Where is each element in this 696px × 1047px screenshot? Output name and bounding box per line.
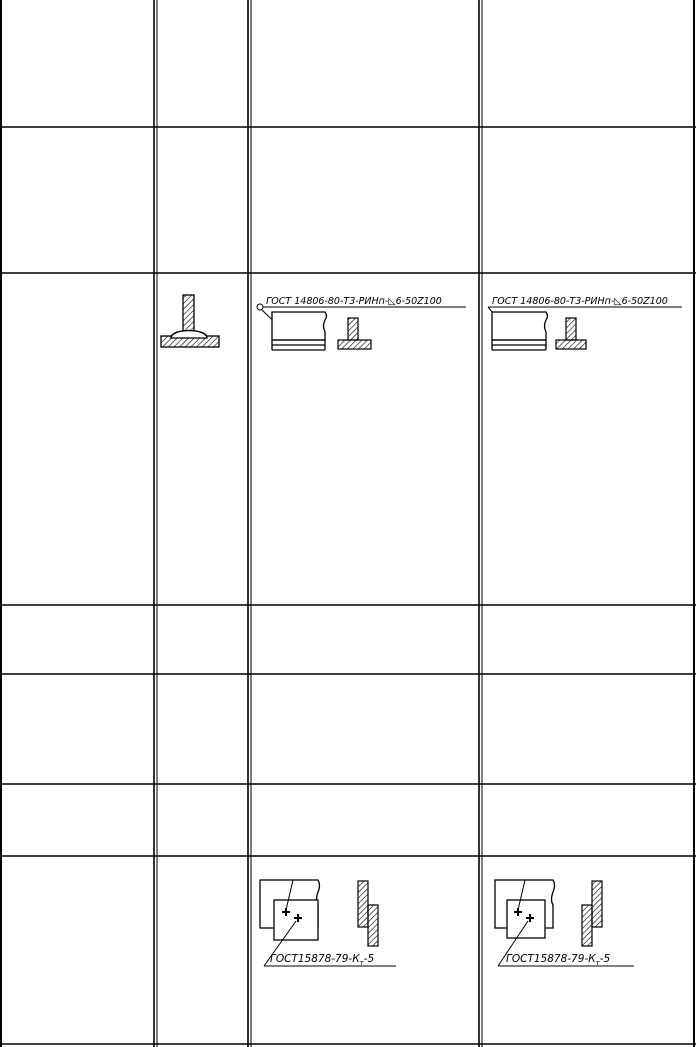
lap-section-sketch [358, 881, 378, 946]
section-sketch [338, 318, 371, 349]
spot-weld-designation-text: $ГОСТ15878-79-К_т-5$ [270, 953, 375, 967]
lap-section-sketch-alt [582, 881, 602, 946]
weld-designation-text: ГОСТ 14806-80-Т3-РИНп-◺6-50Z100 [266, 296, 442, 307]
weld-designation-group-2 [488, 296, 682, 350]
plate-sketch-alt [492, 312, 548, 350]
plate-sketch [272, 312, 327, 350]
spot-weld-designation-text-alt: $ГОСТ15878-79-К_т-5$ [506, 953, 611, 967]
weld-joint-symbol [161, 295, 219, 347]
section-sketch-alt [556, 318, 586, 349]
weld-designation-text-alt: ГОСТ 14806-80-Т3-РИНп-◺6-50Z100 [492, 296, 668, 307]
weld-designation-group-1 [257, 296, 466, 350]
